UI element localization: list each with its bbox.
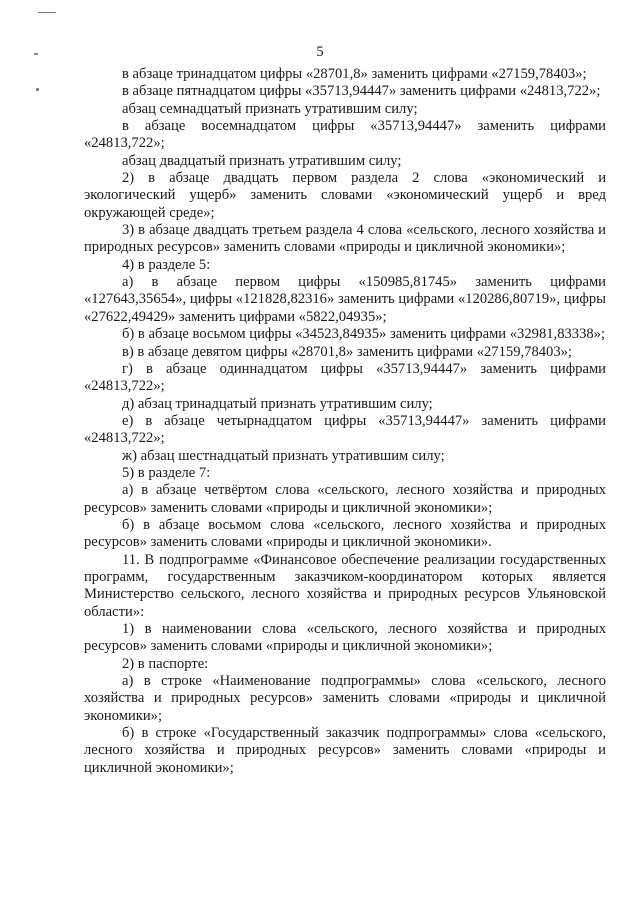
- page-number: 5: [316, 44, 324, 60]
- paragraph: в абзаце пятнадцатом цифры «35713,94447» заменить цифрами «24813,722»;: [122, 83, 601, 100]
- document-body: [84, 66, 606, 777]
- paragraph: 4) в разделе 5:: [122, 256, 211, 273]
- paragraph: в) в абзаце девятом цифры «28701,8» заменить цифрами «27159,78403»;: [122, 343, 572, 360]
- paragraph: г) в абзаце одиннадцатом цифры «35713,94447» заменить цифрами «24813,722»;: [84, 360, 606, 395]
- paragraph: б) в строке «Государственный заказчик подпрограммы» слова «сельского, лесного хозяйства и природных ресурсов» заменить словами «природы и цикличной экономики»;: [84, 725, 606, 776]
- paragraph: а) в абзаце четвёртом слова «сельского, лесного хозяйства и природных ресурсов» заменить словами «природы и цикличной экономики»;: [84, 482, 606, 516]
- paragraph: 2) в абзаце двадцать первом раздела 2 слова «экономический и экологический ущерб» заменить словами «экономический ущерб и вред окружающей среде»;: [84, 170, 606, 221]
- paragraph: 1) в наименовании слова «сельского, лесного хозяйства и природных ресурсов» заменить словами «природы и цикличной экономики»;: [84, 621, 606, 655]
- paragraph: абзац семнадцатый признать утратившим силу;: [122, 100, 418, 117]
- paragraph: 3) в абзаце двадцать третьем раздела 4 слова «сельского, лесного хозяйства и природных ресурсов» заменить словами «природы и цикличной экономики»;: [84, 222, 606, 256]
- paragraph: 11. В подпрограмме «Финансовое обеспечение реализации государственных программ, государственным заказчиком-координатором которых является Министерство сельского, лесного хозяйства и природных ресурсов Ульяновской области»:: [84, 551, 606, 620]
- paragraph: е) в абзаце четырнадцатом цифры «35713,94447» заменить цифрами «24813,722»;: [84, 412, 606, 447]
- paragraph: а) в абзаце первом цифры «150985,81745» заменить цифрами «127643,35654», цифры «121828,82316» заменить цифрами «120286,80719», цифры «27622,49429» заменить цифрами «5822,04935»;: [84, 274, 606, 325]
- scan-mark: [36, 88, 39, 91]
- paragraph: а) в строке «Наименование подпрограммы» слова «сельского, лесного хозяйства и природных ресурсов» заменить словами «природы и цикличной экономики»;: [84, 673, 606, 724]
- paragraph: в абзаце восемнадцатом цифры «35713,94447» заменить цифрами «24813,722»;: [84, 118, 606, 152]
- paragraph: в абзаце тринадцатом цифры «28701,8» заменить цифрами «27159,78403»;: [122, 66, 587, 82]
- paragraph: ж) абзац шестнадцатый признать утратившим силу;: [122, 447, 445, 464]
- paragraph: 5) в разделе 7:: [122, 464, 211, 481]
- paragraph: абзац двадцатый признать утратившим силу;: [122, 152, 402, 169]
- paragraph: б) в абзаце восьмом слова «сельского, лесного хозяйства и природных ресурсов» заменить словами «природы и цикличной экономики».: [84, 516, 606, 551]
- paragraph: б) в абзаце восьмом цифры «34523,84935» заменить цифрами «32981,83338»;: [122, 326, 606, 343]
- paragraph: д) абзац тринадцатый признать утратившим силу;: [122, 395, 433, 412]
- scan-mark: [38, 12, 56, 13]
- paragraph: 2) в паспорте:: [122, 655, 209, 672]
